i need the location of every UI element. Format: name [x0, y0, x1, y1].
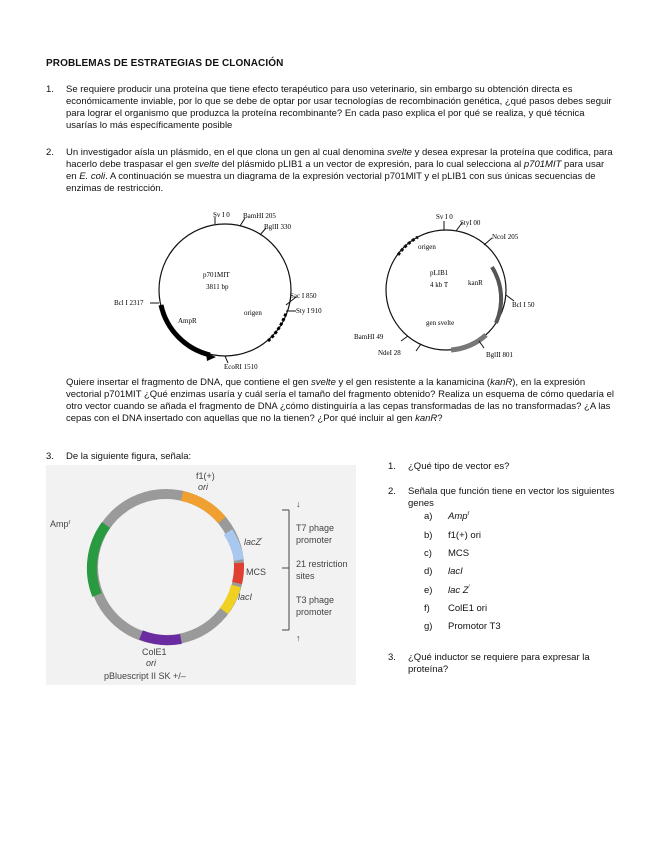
svg-text:↓: ↓	[296, 499, 301, 509]
site-bamhi-2: BamHI 49	[354, 333, 384, 341]
plasmid2-kanr: kanR	[468, 279, 483, 287]
site-ecori: EcoRI 1510	[224, 363, 258, 371]
t3-label-2: promoter	[296, 607, 333, 617]
site-svi-2: Sv I 0	[436, 213, 453, 221]
plasmid1-name: p701MIT	[203, 271, 230, 279]
f1-ori-label: ori	[198, 482, 209, 492]
plasmid-p701mit-diagram	[114, 205, 340, 375]
pbluescript-name: pBluescript II SK +/–	[104, 671, 186, 681]
q2-paragraph-2: Quiere insertar el fragmento de DNA, que contiene el gen svelte y el gen resistente a la kanamicina (kanR), en la expresión vectorial p701MIT ¿Qué enzimas usaría y cuál sería el tamaño del fragmento obtenido? Realiza un esquema de cómo quedaría el otro vector cuando se añada el fragmento de DNA ¿cómo distinguiría a las cepas transformadas de las no transformadas? ¿A las cepas con el DNA insertado con aquellas que no la tienen? ¿Por qué incluir al gen kanR?	[66, 377, 614, 424]
q1-text: Se requiere producir una proteína que tiene efecto terapéutico para uso veterinario, sin embargo su obtención directa es económicamente inviable, por lo que se debe de optar por usar tecnologías de recombinación genética, ¿qué pasos debes seguir para lograr el organismo que produzca la proteína recombinante? En cada paso explica el por qué se realiza, y qué técnica usarías lo más específicamente posible	[66, 84, 612, 131]
site-ncoi: NcoI 205	[492, 233, 519, 241]
plasmid1-size: 3811 bp	[206, 283, 229, 291]
site-bcli-2: Bcl I 50	[512, 301, 535, 309]
q2-number: 2.	[46, 147, 54, 158]
restriction-label-1: 21 restriction	[296, 559, 348, 569]
site-bglii: BglII 330	[264, 223, 292, 231]
site-bglii-2: BglII 801	[486, 351, 514, 359]
q3-item-1: 1. ¿Qué tipo de vector es?	[388, 461, 510, 472]
site-saci: Sac I 850	[290, 292, 317, 300]
site-bamhi: BamHI 205	[243, 212, 276, 220]
site-styi-2: StyI 00	[460, 219, 481, 227]
site-svi: Sv I 0	[213, 211, 230, 219]
laci-label: lacI	[238, 592, 253, 602]
plasmid2-size: 4 kb T	[430, 281, 449, 289]
plasmid2-gene: gen svelte	[426, 319, 455, 327]
f1-label: f1(+)	[196, 471, 215, 481]
q3-item-3: 3. ¿Qué inductor se requiere para expresar la proteína?	[388, 652, 590, 675]
restriction-label-2: sites	[296, 571, 315, 581]
plasmid-plib1-diagram	[346, 205, 566, 375]
svg-text:↑: ↑	[296, 633, 301, 643]
t7-label-1: T7 phage	[296, 523, 335, 533]
site-styi: Sty I 910	[296, 307, 322, 315]
q2-paragraph-1: Un investigador aísla un plásmido, en el que clona un gen al cual denomina svelte y desea expresar la proteína que codifica, para hacerlo debe traspasar el gen svelte del plásmido pLIB1 a un vector de expresión, para lo cual selecciona al p701MIT para usar en E. coli. A continuación se muestra un diagrama de la expresión vectorial p701MIT y el pLIB1 con sus únicas secuencias de enzimas de restricción.	[66, 147, 613, 194]
page-title: PROBLEMAS DE ESTRATEGIAS DE CLONACIÓN	[46, 58, 284, 69]
cole1-ori-label: ori	[146, 658, 157, 668]
mcs-label: MCS	[246, 567, 266, 577]
q3-intro: De la siguiente figura, señala:	[66, 451, 192, 462]
t7-label-2: promoter	[296, 535, 333, 545]
plasmid1-origin: origen	[244, 309, 262, 317]
amp-label: Amp$^r$	[50, 519, 71, 529]
q3-number: 3.	[46, 451, 54, 462]
lacz-label: lacZ′	[244, 537, 263, 547]
q1-number: 1.	[46, 84, 54, 95]
cole1-label: ColE1	[142, 647, 167, 657]
t3-label-1: T3 phage	[296, 595, 335, 605]
q3-item-2: 2. Señala que función tiene en vector los siguientes genes	[388, 486, 615, 509]
pbluescript-diagram	[46, 465, 356, 685]
plasmid2-name: pLIB1	[430, 269, 449, 277]
plasmid2-origin: origen	[418, 243, 436, 251]
plasmid1-ampr: AmpR	[178, 317, 197, 325]
site-bcli: Bcl I 2317	[114, 299, 144, 307]
site-ndei: NdeI 28	[378, 349, 401, 357]
